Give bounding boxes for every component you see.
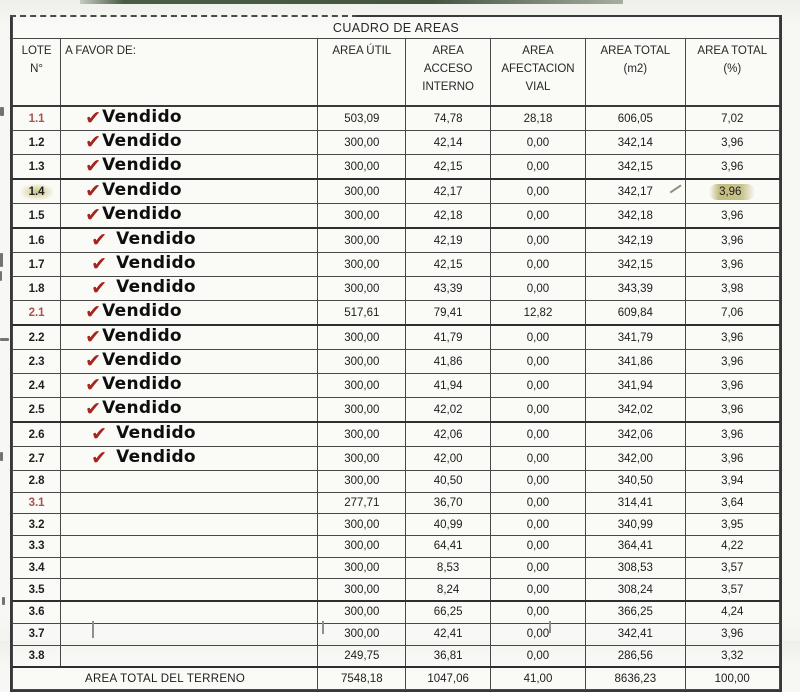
area-total-pct-cell: 3,96 (685, 253, 779, 277)
area-util-cell: 503,09 (318, 106, 406, 131)
col-header-area-total-m2: AREA TOTAL (m2) (586, 39, 685, 107)
lote-cell: 3.2 (13, 514, 61, 536)
area-vial-cell: 0,00 (490, 131, 585, 155)
lote-cell: 2.4 (13, 374, 61, 398)
table-row (13, 398, 780, 423)
area-acceso-cell: 42,14 (406, 131, 490, 155)
area-acceso-cell: 74,78 (406, 106, 490, 131)
area-total-pct-cell: 3,98 (685, 277, 779, 301)
area-vial-cell: 0,00 (490, 514, 585, 536)
area-total-m2-cell: 341,94 (586, 374, 685, 398)
area-total-m2-cell: 341,86 (586, 350, 685, 374)
lote-cell: 1.7 (13, 253, 61, 277)
vendido-label: Vendido (116, 253, 196, 273)
area-util-cell: 277,71 (318, 492, 406, 514)
area-acceso-cell: 42,17 (406, 179, 490, 204)
check-icon: ✔ (91, 277, 108, 299)
lote-cell: 3.4 (13, 557, 61, 579)
a-favor-de-cell (61, 106, 318, 131)
area-total-pct-cell: 3,96 (685, 374, 779, 398)
area-vial-cell: 0,00 (490, 579, 585, 601)
vendido-label: Vendido (102, 398, 182, 418)
area-util-cell: 300,00 (318, 514, 406, 536)
area-total-m2-cell: 609,84 (586, 301, 685, 326)
area-total-m2-cell: 342,18 (586, 204, 685, 229)
area-total-pct-cell: 3,96 (685, 155, 779, 180)
a-favor-de-cell (61, 398, 318, 423)
a-favor-de-cell (61, 277, 318, 301)
area-total-m2-cell: 340,99 (586, 514, 685, 536)
area-acceso-cell: 79,41 (406, 301, 490, 326)
area-util-cell: 300,00 (318, 398, 406, 423)
check-icon: ✔ (85, 204, 102, 226)
vendido-label: Vendido (102, 131, 182, 151)
area-total-m2-cell: 342,15 (586, 253, 685, 277)
area-acceso-cell: 40,99 (406, 514, 490, 536)
table-row (13, 228, 780, 253)
area-util-cell: 300,00 (318, 601, 406, 623)
area-util-cell: 249,75 (318, 645, 406, 667)
area-total-pct-cell: 3,96 (685, 131, 779, 155)
area-acceso-cell: 43,39 (406, 277, 490, 301)
col-header-area-afectacion-vial: AREA AFECTACION VIAL (490, 39, 585, 107)
area-total-pct-cell: 3,96 (685, 398, 779, 423)
check-icon: ✔ (85, 374, 102, 396)
table-row (13, 350, 780, 374)
vendido-label: Vendido (102, 350, 182, 370)
total-area-util-cell: 7548,18 (318, 667, 406, 690)
a-favor-de-cell (61, 155, 318, 180)
area-total-m2-cell: 364,41 (586, 536, 685, 558)
total-area-vial-cell: 41,00 (490, 667, 585, 690)
table-header (13, 17, 780, 106)
a-favor-de-cell (61, 492, 318, 514)
area-acceso-cell: 8,24 (406, 579, 490, 601)
check-icon: ✔ (91, 253, 108, 275)
area-util-cell: 300,00 (318, 623, 406, 645)
check-icon: ✔ (91, 447, 108, 469)
area-util-cell: 300,00 (318, 325, 406, 350)
scan-artifact-mark (0, 107, 4, 116)
highlighter-mark: 1.4 (21, 184, 53, 200)
cuadro-de-areas-table (10, 17, 782, 692)
col-header-area-util: AREA ÚTIL (318, 39, 406, 107)
vendido-label: Vendido (102, 374, 182, 394)
vendido-label: Vendido (116, 229, 196, 249)
vendido-label: Vendido (102, 155, 182, 175)
table-row (13, 601, 780, 623)
a-favor-de-cell (61, 204, 318, 229)
area-total-pct-cell: 3,32 (685, 645, 779, 667)
area-total-pct-cell: 3,57 (685, 557, 779, 579)
area-total-m2-cell: 606,05 (586, 106, 685, 131)
area-util-cell: 300,00 (318, 536, 406, 558)
total-area-acceso-cell: 1047,06 (406, 667, 490, 690)
area-acceso-cell: 42,15 (406, 155, 490, 180)
lote-cell: 2.7 (13, 447, 61, 471)
area-vial-cell: 0,00 (490, 277, 585, 301)
area-total-pct-cell: 3,64 (685, 492, 779, 514)
area-vial-cell: 0,00 (490, 204, 585, 229)
lote-cell: 1.6 (13, 228, 61, 253)
table-row (13, 645, 780, 667)
table-title: CUADRO DE AREAS (13, 17, 780, 39)
area-total-pct-cell: 3,95 (685, 514, 779, 536)
table-row (13, 277, 780, 301)
a-favor-de-cell (61, 645, 318, 667)
total-area-m2-cell: 8636,23 (586, 667, 685, 690)
scan-artifact-tick (92, 621, 94, 638)
area-total-pct-cell: 3,96 (685, 623, 779, 645)
area-util-cell: 300,00 (318, 179, 406, 204)
a-favor-de-cell (61, 601, 318, 623)
area-vial-cell: 0,00 (490, 623, 585, 645)
area-total-pct-cell: 3,57 (685, 579, 779, 601)
vendido-label: Vendido (102, 301, 182, 321)
area-total-pct-cell: 3,96 (685, 204, 779, 229)
check-icon: ✔ (85, 107, 102, 129)
area-util-cell: 300,00 (318, 422, 406, 447)
area-total-m2-cell: 342,14 (586, 131, 685, 155)
area-total-m2-cell: 286,56 (586, 645, 685, 667)
area-vial-cell: 12,82 (490, 301, 585, 326)
lote-cell: 1.1 (13, 106, 61, 131)
area-acceso-cell: 41,94 (406, 374, 490, 398)
area-total-pct-cell: 3,96 (685, 228, 779, 253)
lote-cell: 3.1 (13, 492, 61, 514)
a-favor-de-cell (61, 253, 318, 277)
area-vial-cell: 0,00 (490, 536, 585, 558)
area-acceso-cell: 36,81 (406, 645, 490, 667)
area-acceso-cell: 41,86 (406, 350, 490, 374)
table-row (13, 131, 780, 155)
header-row (13, 39, 780, 107)
col-header-area-acceso-interno: AREA ACCESO INTERNO (406, 39, 490, 107)
check-icon: ✔ (85, 301, 102, 323)
lote-cell: 2.6 (13, 422, 61, 447)
a-favor-de-cell (61, 623, 318, 645)
area-util-cell: 300,00 (318, 253, 406, 277)
scan-artifact-solid-border (356, 15, 782, 17)
area-vial-cell: 0,00 (490, 557, 585, 579)
check-icon: ✔ (85, 350, 102, 372)
scan-artifact-mark (0, 452, 3, 461)
area-util-cell: 300,00 (318, 447, 406, 471)
total-row (13, 667, 780, 690)
area-util-cell: 300,00 (318, 350, 406, 374)
a-favor-de-cell (61, 179, 318, 204)
a-favor-de-cell (61, 536, 318, 558)
area-acceso-cell: 42,06 (406, 422, 490, 447)
a-favor-de-cell (61, 374, 318, 398)
a-favor-de-cell (61, 422, 318, 447)
area-total-m2-cell: 340,50 (586, 471, 685, 493)
vendido-label: Vendido (116, 447, 196, 467)
area-total-m2-cell: 342,02 (586, 398, 685, 423)
area-vial-cell: 28,18 (490, 106, 585, 131)
area-total-m2-cell: 342,06 (586, 422, 685, 447)
vendido-label: Vendido (102, 326, 182, 346)
table-row (13, 179, 780, 204)
area-acceso-cell: 42,41 (406, 623, 490, 645)
area-vial-cell: 0,00 (490, 447, 585, 471)
area-vial-cell: 0,00 (490, 601, 585, 623)
vendido-label: Vendido (102, 107, 182, 127)
a-favor-de-cell (61, 325, 318, 350)
area-util-cell: 300,00 (318, 155, 406, 180)
a-favor-de-cell (61, 350, 318, 374)
area-total-m2-cell: 342,00 (586, 447, 685, 471)
area-total-pct-cell: 7,06 (685, 301, 779, 326)
table-row (13, 374, 780, 398)
scan-artifact-mark (0, 338, 9, 341)
area-total-pct-cell (685, 179, 779, 204)
a-favor-de-cell (61, 557, 318, 579)
check-icon: ✔ (85, 131, 102, 153)
lote-cell: 2.3 (13, 350, 61, 374)
area-total-m2-cell: 342,15 (586, 155, 685, 180)
total-label-cell: AREA TOTAL DEL TERRENO (13, 667, 318, 690)
area-acceso-cell: 41,79 (406, 325, 490, 350)
area-vial-cell: 0,00 (490, 179, 585, 204)
lote-cell: 1.8 (13, 277, 61, 301)
lote-cell: 2.1 (13, 301, 61, 326)
scan-artifact-green-strip (80, 0, 623, 4)
area-acceso-cell: 42,15 (406, 253, 490, 277)
check-icon: ✔ (85, 398, 102, 420)
scan-artifact-mark (0, 271, 2, 281)
area-util-cell: 300,00 (318, 131, 406, 155)
area-acceso-cell: 36,70 (406, 492, 490, 514)
area-vial-cell: 0,00 (490, 422, 585, 447)
lote-cell: 1.2 (13, 131, 61, 155)
area-acceso-cell: 42,19 (406, 228, 490, 253)
area-total-m2-cell: 366,25 (586, 601, 685, 623)
highlighter-mark: 3,96 (709, 184, 755, 200)
area-vial-cell: 0,00 (490, 155, 585, 180)
vendido-label: Vendido (116, 277, 196, 297)
table-row (13, 623, 780, 645)
lote-cell: 2.2 (13, 325, 61, 350)
area-acceso-cell: 64,41 (406, 536, 490, 558)
table-footer (13, 667, 780, 690)
a-favor-de-cell (61, 471, 318, 493)
area-total-pct-cell: 3,96 (685, 350, 779, 374)
a-favor-de-cell (61, 447, 318, 471)
area-total-pct-cell: 3,96 (685, 325, 779, 350)
a-favor-de-cell (61, 514, 318, 536)
total-area-pct-cell: 100,00 (685, 667, 779, 690)
lote-cell: 3.3 (13, 536, 61, 558)
table-row (13, 155, 780, 180)
vendido-label: Vendido (102, 180, 182, 200)
table-row (13, 325, 780, 350)
lote-cell: 3.6 (13, 601, 61, 623)
check-icon: ✔ (85, 326, 102, 348)
table-row (13, 253, 780, 277)
scan-artifact-mark (2, 597, 5, 605)
area-util-cell: 300,00 (318, 374, 406, 398)
lote-cell: 1.3 (13, 155, 61, 180)
area-total-pct-cell: 3,96 (685, 447, 779, 471)
area-total-pct-cell: 7,02 (685, 106, 779, 131)
area-acceso-cell: 8,53 (406, 557, 490, 579)
area-vial-cell: 0,00 (490, 645, 585, 667)
table-row (13, 557, 780, 579)
title-row (13, 17, 780, 39)
area-total-m2-cell: 343,39 (586, 277, 685, 301)
area-util-cell: 300,00 (318, 228, 406, 253)
table-body (13, 106, 780, 667)
table-row (13, 422, 780, 447)
a-favor-de-cell (61, 131, 318, 155)
lote-cell: 1.5 (13, 204, 61, 229)
area-total-pct-cell: 3,94 (685, 471, 779, 493)
check-icon: ✔ (85, 180, 102, 202)
areas-table (12, 17, 780, 690)
table-row (13, 471, 780, 493)
vendido-label: Vendido (116, 423, 196, 443)
area-total-pct-cell: 4,24 (685, 601, 779, 623)
table-row (13, 514, 780, 536)
table-row (13, 447, 780, 471)
area-total-m2-cell: 308,53 (586, 557, 685, 579)
lote-cell (13, 179, 61, 204)
vendido-label: Vendido (102, 204, 182, 224)
area-util-cell: 300,00 (318, 557, 406, 579)
lote-cell: 3.5 (13, 579, 61, 601)
lote-cell: 2.8 (13, 471, 61, 493)
scan-artifact-dashed-border (10, 15, 358, 17)
table-row (13, 579, 780, 601)
area-vial-cell: 0,00 (490, 325, 585, 350)
area-acceso-cell: 42,00 (406, 447, 490, 471)
area-util-cell: 300,00 (318, 579, 406, 601)
table-row (13, 301, 780, 326)
area-vial-cell: 0,00 (490, 374, 585, 398)
area-vial-cell: 0,00 (490, 253, 585, 277)
col-header-a-favor-de: A FAVOR DE: (61, 39, 318, 107)
scan-artifact-tick (549, 621, 551, 633)
check-icon: ✔ (91, 423, 108, 445)
col-header-lote: LOTE N° (13, 39, 61, 107)
check-icon: ✔ (85, 155, 102, 177)
a-favor-de-cell (61, 228, 318, 253)
area-util-cell: 300,00 (318, 471, 406, 493)
area-acceso-cell: 66,25 (406, 601, 490, 623)
area-acceso-cell: 40,50 (406, 471, 490, 493)
lote-cell: 3.7 (13, 623, 61, 645)
col-header-area-total-pct: AREA TOTAL (%) (685, 39, 779, 107)
area-total-m2-cell: 342,17 (586, 179, 685, 204)
area-acceso-cell: 42,02 (406, 398, 490, 423)
table-row (13, 106, 780, 131)
a-favor-de-cell (61, 301, 318, 326)
area-total-pct-cell: 4,22 (685, 536, 779, 558)
area-util-cell: 517,61 (318, 301, 406, 326)
check-icon: ✔ (91, 229, 108, 251)
area-vial-cell: 0,00 (490, 228, 585, 253)
a-favor-de-cell (61, 579, 318, 601)
area-acceso-cell: 42,18 (406, 204, 490, 229)
area-total-pct-cell: 3,96 (685, 422, 779, 447)
table-row (13, 492, 780, 514)
area-vial-cell: 0,00 (490, 492, 585, 514)
scan-artifact-mark (0, 253, 3, 267)
area-vial-cell: 0,00 (490, 471, 585, 493)
area-total-m2-cell: 341,79 (586, 325, 685, 350)
area-vial-cell: 0,00 (490, 350, 585, 374)
area-util-cell: 300,00 (318, 277, 406, 301)
area-total-m2-cell: 308,24 (586, 579, 685, 601)
lote-cell: 3.8 (13, 645, 61, 667)
area-total-m2-cell: 342,41 (586, 623, 685, 645)
area-util-cell: 300,00 (318, 204, 406, 229)
area-total-m2-cell: 342,19 (586, 228, 685, 253)
scan-artifact-tick (322, 621, 324, 634)
area-vial-cell: 0,00 (490, 398, 585, 423)
table-row (13, 536, 780, 558)
area-total-m2-cell: 314,41 (586, 492, 685, 514)
table-row (13, 204, 780, 229)
lote-cell: 2.5 (13, 398, 61, 423)
